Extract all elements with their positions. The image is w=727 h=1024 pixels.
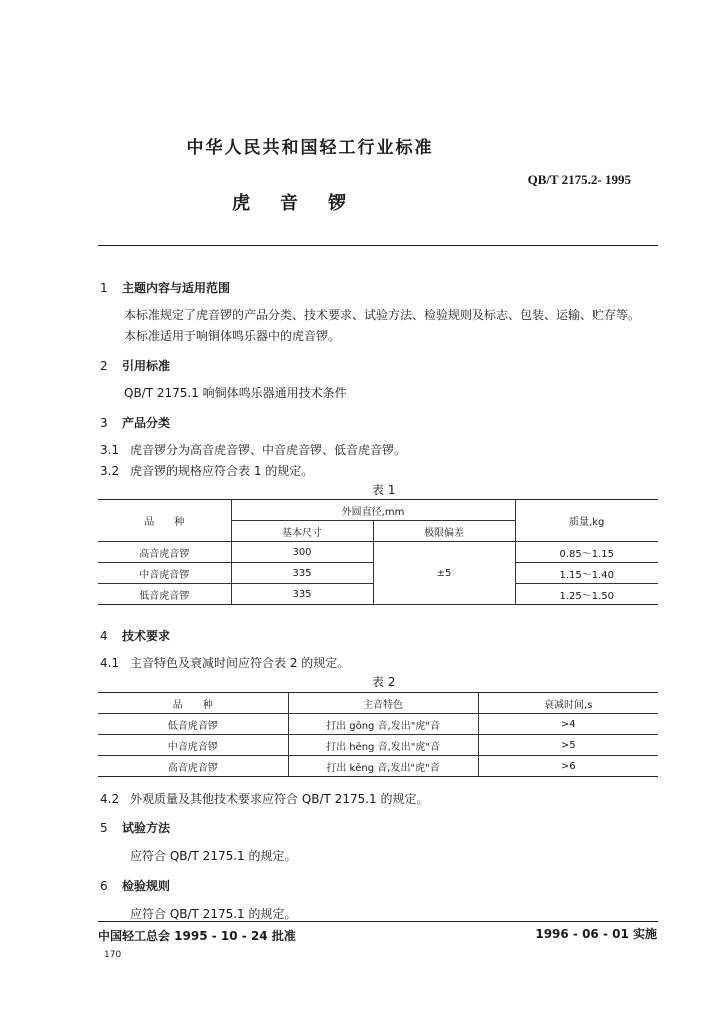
clause-4-2: 4.2 外观质量及其他技术要求应符合 QB/T 2175.1 的规定。: [100, 792, 429, 806]
t1-tolerance-cell: ±5: [373, 542, 515, 605]
t1-header-diameter: 外圆直径,mm: [231, 500, 515, 521]
t2-decay-cell: >5: [478, 735, 658, 756]
t2-variety-cell: 低音虎音锣: [98, 714, 288, 735]
t2-header-variety: 品 种: [98, 693, 288, 714]
t2-variety-cell: 高音虎音锣: [98, 756, 288, 777]
t2-tone-cell: 打出 hēng 音,发出"虎"音: [288, 735, 478, 756]
table-row: [98, 735, 658, 756]
document-title: 虎音锣: [232, 193, 376, 214]
t1-mass-cell: 0.85～1.15: [515, 542, 658, 563]
table-2-caption: 表 2: [372, 675, 396, 689]
org-title: 中华人民共和国轻工行业标准: [186, 138, 434, 158]
t2-tone-cell: 打出 gōng 音,发出"虎"音: [288, 714, 478, 735]
standard-code: QB/T 2175.2- 1995: [527, 172, 631, 187]
t1-variety-cell: 中音虎音锣: [98, 563, 231, 584]
t1-size-cell: 300: [231, 542, 373, 563]
section-1-paragraph-2: 本标准适用于响铜体鸣乐器中的虎音锣。: [124, 329, 341, 343]
section-5-paragraph: 应符合 QB/T 2175.1 的规定。: [130, 849, 297, 863]
t1-header-basic-size: 基本尺寸: [231, 521, 373, 542]
page-number: 170: [104, 950, 122, 960]
t2-header-tone: 主音特色: [288, 693, 478, 714]
t2-header-decay: 衰减时间,s: [478, 693, 658, 714]
t2-variety-cell: 中音虎音锣: [98, 735, 288, 756]
approval-line: 中国轻工总会 1995 - 10 - 24 批准: [98, 929, 296, 943]
t2-decay-cell: >6: [478, 756, 658, 777]
t1-mass-cell: 1.25～1.50: [515, 584, 658, 605]
section-5-heading: 5 试验方法: [100, 821, 171, 835]
t2-tone-cell: 打出 kēng 音,发出"虎"音: [288, 756, 478, 777]
clause-4-1: 4.1 主音特色及衰减时间应符合表 2 的规定。: [100, 656, 350, 670]
header-divider: [98, 245, 658, 246]
section-6-paragraph: 应符合 QB/T 2175.1 的规定。: [130, 907, 297, 921]
table-row: [98, 542, 658, 563]
t1-size-cell: 335: [231, 584, 373, 605]
section-1-heading: 1 主题内容与适用范围: [100, 281, 231, 295]
table-1: [98, 499, 658, 605]
t1-header-tolerance: 极限偏差: [373, 521, 515, 542]
section-1-paragraph-1: 本标准规定了虎音锣的产品分类、技术要求、试验方法、检验规则及标志、包装、运输、贮存等。: [124, 308, 641, 322]
t1-size-cell: 335: [231, 563, 373, 584]
table-row: [98, 714, 658, 735]
section-3-heading: 3 产品分类: [100, 416, 171, 430]
section-6-heading: 6 检验规则: [100, 879, 171, 893]
section-4-heading: 4 技术要求: [100, 629, 171, 643]
t1-variety-cell: 高音虎音锣: [98, 542, 231, 563]
footer-divider: [98, 921, 658, 922]
t1-header-variety: 品 种: [98, 500, 231, 542]
t1-mass-cell: 1.15～1.40: [515, 563, 658, 584]
t1-variety-cell: 低音虎音锣: [98, 584, 231, 605]
table-1-caption: 表 1: [372, 483, 396, 497]
table-2: [98, 692, 658, 777]
t1-header-mass: 质量,kg: [515, 500, 658, 542]
clause-3-1: 3.1 虎音锣分为高音虎音锣、中音虎音锣、低音虎音锣。: [100, 443, 407, 457]
implementation-date: 1996 - 06 - 01 实施: [535, 927, 657, 941]
clause-3-2: 3.2 虎音锣的规格应符合表 1 的规定。: [100, 464, 314, 478]
reference-standard: QB/T 2175.1 响铜体鸣乐器通用技术条件: [124, 386, 347, 400]
table-row: [98, 756, 658, 777]
section-2-heading: 2 引用标准: [100, 359, 171, 373]
t2-decay-cell: >4: [478, 714, 658, 735]
